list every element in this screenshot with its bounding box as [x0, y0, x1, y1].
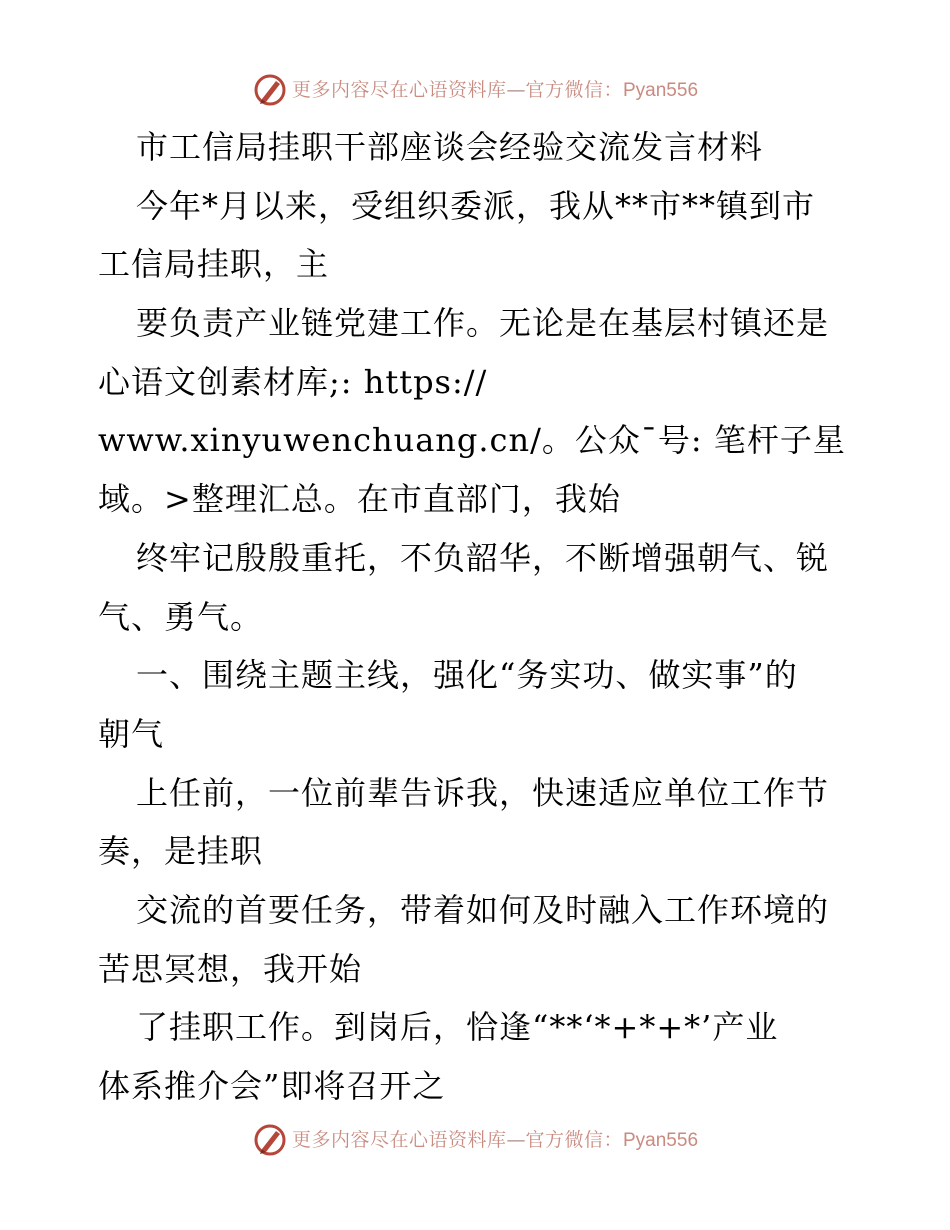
document-line: 气、勇气。 [98, 597, 264, 636]
banner-separator: — [506, 78, 526, 101]
footer-banner [0, 1120, 950, 1160]
document-line: 心语文创素材库;: https:// [98, 362, 488, 401]
document-line: 今年*月以来，受组织委派，我从**市**镇到市 [136, 186, 816, 225]
document-line: 要负责产业链党建工作。无论是在基层村镇还是 [136, 304, 830, 343]
banner-wechat-label: 官方微信： [525, 1128, 623, 1151]
banner-wechat-label: 官方微信： [525, 78, 623, 101]
document-line: www.xinyuwenchuang.cn/。公众¯号: 笔杆子星 [98, 421, 846, 460]
document-body [98, 118, 858, 1116]
document-line: 交流的首要任务，带着如何及时融入工作环境的 [136, 890, 830, 929]
document-line: 域。>整理汇总。在市直部门，我始 [98, 480, 621, 519]
document-line: 上任前，一位前辈告诉我，快速适应单位工作节 [136, 773, 830, 812]
banner-wechat-id: Pyan556 [623, 79, 699, 101]
document-line: 体系推介会”即将召开之 [98, 1067, 446, 1105]
banner-slogan: 更多内容尽在心语资料库 [291, 1128, 507, 1151]
document-line: 工信局挂职，主 [98, 245, 330, 284]
banner-slogan: 更多内容尽在心语资料库 [291, 78, 507, 101]
pen-circle-icon [252, 1122, 288, 1158]
section-heading-continued: 朝气 [98, 714, 165, 753]
document-line: 苦思冥想，我开始 [98, 949, 363, 988]
document-line: 奏，是挂职 [98, 832, 264, 871]
section-heading: 一、围绕主题主线，强化“务实功、做实事”的 [136, 656, 798, 695]
document-line: 了挂职工作。到岗后，恰逢“**‘*+*+*’产业 [136, 1008, 779, 1047]
header-banner [0, 70, 950, 110]
banner-wechat-id: Pyan556 [623, 1129, 699, 1151]
document-title: 市工信局挂职干部座谈会经验交流发言材料 [136, 128, 764, 166]
document-line: 终牢记殷殷重托，不负韶华，不断增强朝气、锐 [136, 538, 830, 577]
pen-circle-icon [252, 72, 288, 108]
banner-separator: — [506, 1128, 526, 1151]
